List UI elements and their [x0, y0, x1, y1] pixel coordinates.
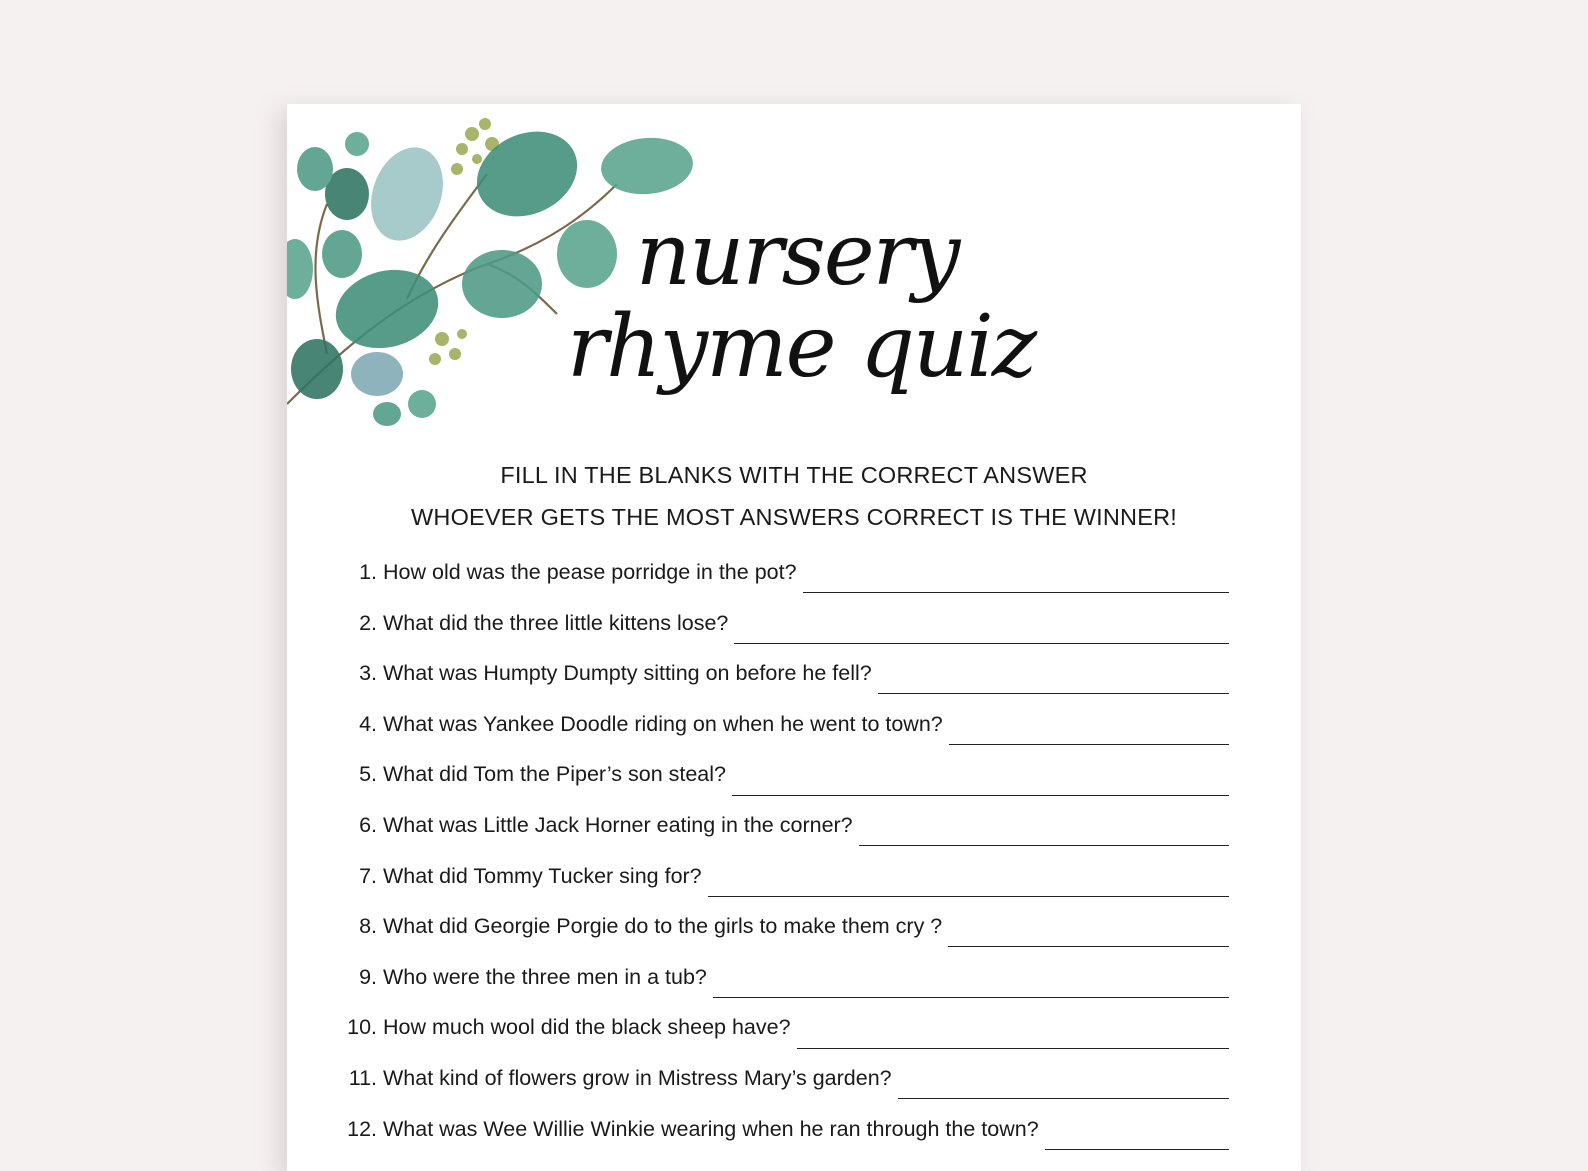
question-text: How old was the pease porridge in the pot?: [383, 560, 797, 584]
question-number: 1.: [359, 560, 377, 584]
question-text: How much wool did the black sheep have?: [383, 1015, 791, 1040]
question-number: 11.: [348, 1065, 377, 1090]
question-list: [329, 560, 1229, 1167]
title-line-1: nursery: [635, 205, 959, 305]
quiz-sheet: [287, 104, 1301, 1171]
answer-blank[interactable]: [1045, 1148, 1229, 1150]
answer-blank[interactable]: [949, 743, 1229, 745]
answer-blank[interactable]: [803, 591, 1229, 593]
answer-blank[interactable]: [948, 945, 1229, 947]
question-text: What was Humpty Dumpty sitting on before he fell?: [383, 661, 872, 686]
answer-blank[interactable]: [734, 642, 1229, 644]
answer-blank[interactable]: [713, 996, 1229, 998]
question-text: What did Georgie Porgie do to the girls to make them cry ?: [383, 914, 943, 939]
question-row: [329, 813, 1229, 864]
answer-blank[interactable]: [732, 794, 1229, 796]
question-row: [329, 661, 1229, 712]
question-number: 7.: [359, 863, 377, 888]
question-number: 12.: [347, 1116, 377, 1141]
question-number: 5.: [359, 762, 377, 787]
question-number: 10.: [347, 1015, 377, 1040]
question-row: [329, 1015, 1229, 1066]
question-row: [329, 965, 1229, 1016]
page-title: [567, 205, 1036, 397]
answer-blank[interactable]: [797, 1047, 1229, 1049]
question-row: [329, 1066, 1229, 1117]
question-text: What did the three little kittens lose?: [383, 610, 729, 635]
question-row: [329, 762, 1229, 813]
answer-blank[interactable]: [898, 1097, 1229, 1099]
answer-blank[interactable]: [878, 692, 1229, 694]
question-text: What was Little Jack Horner eating in the corner?: [383, 812, 853, 837]
instruction-line-1: FILL IN THE BLANKS WITH THE CORRECT ANSWER: [500, 462, 1088, 488]
question-text: What kind of flowers grow in Mistress Mary’s garden?: [383, 1065, 892, 1090]
question-row: [329, 611, 1229, 662]
question-text: What was Wee Willie Winkie wearing when he ran through the town?: [383, 1116, 1039, 1141]
question-number: 2.: [359, 610, 377, 635]
question-text: Who were the three men in a tub?: [383, 964, 707, 989]
question-number: 9.: [359, 964, 377, 989]
question-text: What was Yankee Doodle riding on when he went to town?: [383, 711, 943, 736]
question-row: [329, 1117, 1229, 1168]
question-row: [329, 864, 1229, 915]
answer-blank[interactable]: [708, 895, 1229, 897]
answer-blank[interactable]: [859, 844, 1229, 846]
question-row: [329, 914, 1229, 965]
question-number: 4.: [359, 711, 377, 736]
question-row: [329, 712, 1229, 763]
question-text: What did Tommy Tucker sing for?: [383, 863, 702, 888]
question-number: 8.: [359, 914, 377, 939]
question-row: [329, 560, 1229, 611]
question-number: 6.: [359, 812, 377, 837]
title-line-2: rhyme quiz: [567, 297, 1036, 397]
instructions: [287, 454, 1301, 538]
question-number: 3.: [359, 661, 377, 686]
question-text: What did Tom the Piper’s son steal?: [383, 762, 726, 787]
instruction-line-2: WHOEVER GETS THE MOST ANSWERS CORRECT IS THE WINNER!: [411, 504, 1177, 530]
